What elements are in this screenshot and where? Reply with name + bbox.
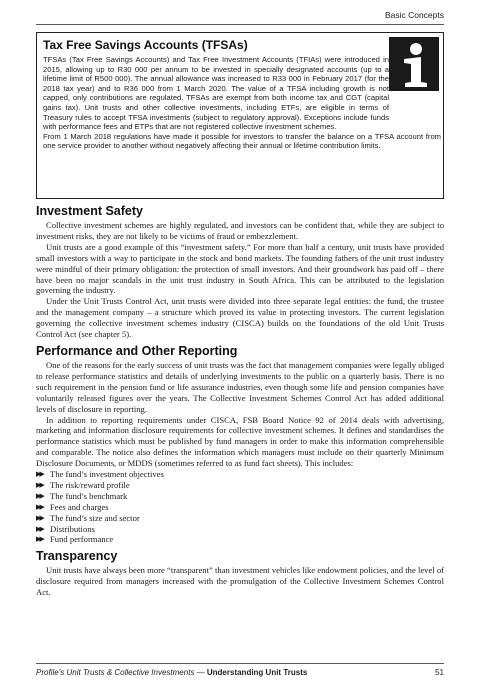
double-arrow-bullet-icon: ▶▶ xyxy=(36,502,43,511)
body-paragraph: One of the reasons for the early success of unit trusts was the fact that management companies were legally obliged to release performance statistics and details of underlying investments to the public on a quarterly basis. There is no such requirement in the pension fund or life assurance industries, even though some life and pension companies have voluntarily released figures over the years. The Collective Investment Schemes Control Act has added additional levels of disclosure in reporting. xyxy=(36,359,444,414)
body-paragraph: Unit trusts have always been more “transparent” than investment vehicles like endowment policies, and the level of disclosure required from managers increased with the promulgation of the Collective Investment Schemes Control Act. xyxy=(36,565,444,598)
info-box-body xyxy=(43,55,441,151)
tfsa-info-box xyxy=(36,32,444,199)
disclosure-list xyxy=(36,469,444,545)
list-item: ▶▶ The fund’s benchmark xyxy=(36,490,128,501)
book-title: Profile’s Unit Trusts & Collective Investments xyxy=(36,668,195,677)
body-paragraph: Collective investment schemes are highly regulated, and investors can be confident that, while they are subject to investment risks, they are not likely to be victims of fraud or embezzlement. xyxy=(36,220,444,241)
section-heading-investment-safety: Investment Safety xyxy=(36,204,143,218)
list-item: ▶▶ Distributions xyxy=(36,523,95,534)
list-item: ▶▶ Fund performance xyxy=(36,534,114,545)
header-rule xyxy=(36,24,444,25)
double-arrow-bullet-icon: ▶▶ xyxy=(36,513,43,522)
info-paragraph: From 1 March 2018 regulations have made it possible for investors to transfer the balance on a TFSA account from one service provider to another without negatively affecting their annual or lifetime contribution limits. xyxy=(43,131,441,151)
list-item: ▶▶ Fees and charges xyxy=(36,501,109,512)
double-arrow-bullet-icon: ▶▶ xyxy=(36,524,43,533)
list-item: ▶▶ The fund’s investment objectives xyxy=(36,469,164,480)
footer-separator: — xyxy=(194,668,207,677)
list-item: ▶▶ The risk/reward profile xyxy=(36,479,130,490)
double-arrow-bullet-icon: ▶▶ xyxy=(36,535,43,544)
section-heading-transparency: Transparency xyxy=(36,549,118,564)
running-header: Basic Concepts xyxy=(384,10,444,20)
info-box-title: Tax Free Savings Accounts (TFSAs) xyxy=(43,38,248,52)
main-text xyxy=(36,203,444,598)
list-item: ▶▶ The fund’s size and sector xyxy=(36,512,140,523)
section-heading-performance-reporting: Performance and Other Reporting xyxy=(36,343,238,358)
info-paragraph: TFSAs (Tax Free Savings Accounts) and Tax Free Investment Accounts (TFIAs) were introduced in 2015, allowing up to R30 000 per annum to be invested in specially designated accounts (up to a lifetime limit of R500 000). The annual allowance was increased to R33 000 in February 2017 (for the 2018 tax year) and to R36 000 from 1 March 2020. The value of a TFSA including growth is not capped, only contributions are regulated. TFSAs are exempt from both income tax and CGT (capital gains tax). Unit trusts and other collective investments, including ETFs, are eligible in terms of Treasury rules to accept TFSA investments (subject to regulatory approval). Exceptions include funds with performance fees and ETPs that are not registered collective investment schemes. xyxy=(43,55,389,132)
body-paragraph: Unit trusts are a good example of this “investment safety.” For more than half a century, unit trusts have provided small investors with a way to participate in the stock and bond markets. The founding fathers of the unit trust industry were mindful of their primary obligation: the protection of small investors. And their groundwork has paid off – there have been no major scandals in the unit trust industry in South Africa. This can be attributed to the legislation governing the industry. xyxy=(36,241,444,296)
page-number: 51 xyxy=(435,668,444,677)
body-paragraph: Under the Unit Trusts Control Act, unit trusts were divided into three separate legal entities: the fund, the trustee and the management company – a structure which proved its value in protecting investors. The current legislation governing the collective investment schemes industry (CISCA) builds on the foundations of the old Unit Trusts Control Act (see chapter 5). xyxy=(36,296,444,340)
chapter-title: Understanding Unit Trusts xyxy=(206,668,308,677)
double-arrow-bullet-icon: ▶▶ xyxy=(36,470,43,479)
footer-rule xyxy=(36,663,444,664)
double-arrow-bullet-icon: ▶▶ xyxy=(36,480,43,489)
double-arrow-bullet-icon: ▶▶ xyxy=(36,491,43,500)
body-paragraph: In addition to reporting requirements under CISCA, FSB Board Notice 92 of 2014 deals with advertising, marketing and information disclosure requirements for collective investment schemes. It defines and standardises the performance statistics which must be published by fund managers in order to make this information comprehensible and comparable. The notice also defines the information which managers must include on their quarterly Minimum Disclosure Documents, or MDDS (sometimes referred to as fund fact sheets). This includes: xyxy=(36,414,444,469)
running-footer xyxy=(36,668,307,677)
